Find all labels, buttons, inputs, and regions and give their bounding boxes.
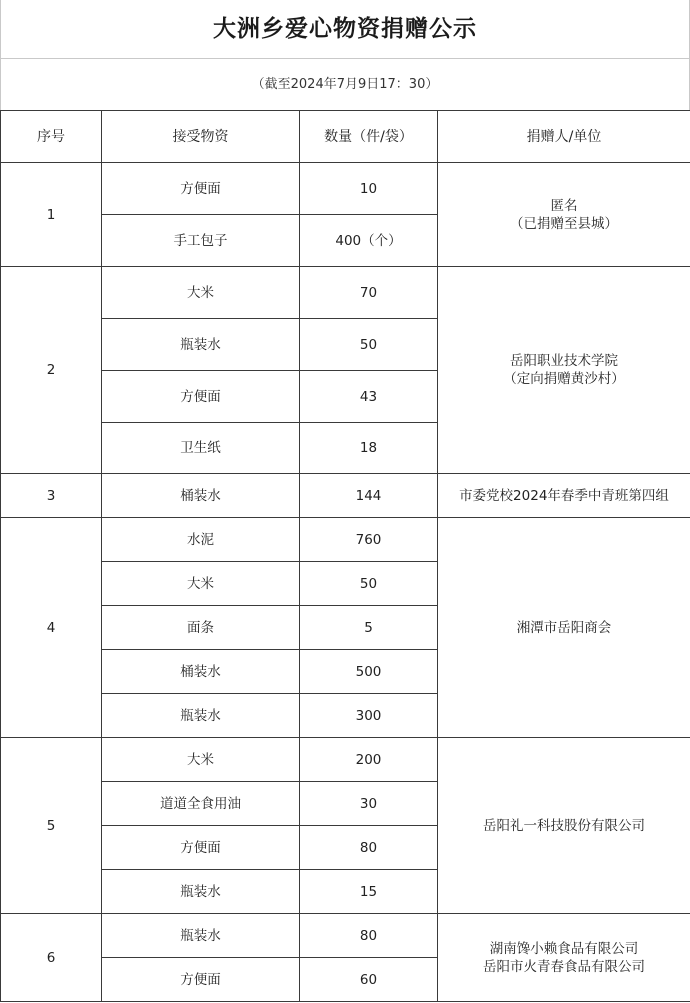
- donor-cell: [438, 518, 690, 738]
- item-name-cell: 面条: [102, 606, 300, 650]
- seq-cell: 5: [1, 738, 102, 914]
- quantity-cell: 400（个）: [300, 215, 438, 267]
- table-row: [1, 267, 690, 319]
- donor-line: 湖南馋小赖食品有限公司: [489, 940, 639, 957]
- quantity-cell: 10: [300, 163, 438, 215]
- item-name-cell: 水泥: [102, 518, 300, 562]
- item-name-cell: 方便面: [102, 371, 300, 423]
- table-row: [1, 474, 690, 518]
- donor-cell: [438, 738, 690, 914]
- header-qty: 数量（件/袋）: [300, 111, 438, 163]
- page-title: 大洲乡爱心物资捐赠公示: [213, 16, 477, 42]
- table-header-row: [1, 111, 690, 163]
- quantity-cell: 200: [300, 738, 438, 782]
- table-row: [1, 163, 690, 215]
- donor-line: （定向捐赠黄沙村）: [503, 371, 625, 387]
- item-name-cell: 瓶装水: [102, 319, 300, 371]
- donor-line: 匿名: [550, 197, 578, 214]
- item-name-cell: 卫生纸: [102, 423, 300, 474]
- item-name-cell: 桶装水: [102, 650, 300, 694]
- donor-line: （已捐赠至县城）: [510, 215, 618, 232]
- item-name-cell: 方便面: [102, 826, 300, 870]
- donor-line: 岳阳市火青春食品有限公司: [483, 958, 645, 975]
- item-name-cell: 桶装水: [102, 474, 300, 518]
- seq-cell: 6: [1, 914, 102, 1002]
- quantity-cell: 760: [300, 518, 438, 562]
- table-body: [1, 163, 690, 1002]
- quantity-cell: 30: [300, 782, 438, 826]
- quantity-cell: 50: [300, 562, 438, 606]
- seq-cell: 3: [1, 474, 102, 518]
- item-name-cell: 方便面: [102, 958, 300, 1002]
- donation-table: [0, 110, 690, 1002]
- item-name-cell: 手工包子: [102, 215, 300, 267]
- quantity-cell: 15: [300, 870, 438, 914]
- quantity-cell: 80: [300, 914, 438, 958]
- table-row: [1, 518, 690, 562]
- donor-cell: [438, 474, 690, 518]
- table-row: [1, 914, 690, 958]
- quantity-cell: 43: [300, 371, 438, 423]
- seq-cell: 2: [1, 267, 102, 474]
- table-row: [1, 738, 690, 782]
- item-name-cell: 大米: [102, 738, 300, 782]
- donor-line: 岳阳职业技术学院: [510, 353, 618, 369]
- quantity-cell: 500: [300, 650, 438, 694]
- donor-line: 岳阳礼一科技股份有限公司: [483, 817, 645, 834]
- donor-line: 湘潭市岳阳商会: [516, 619, 612, 636]
- quantity-cell: 18: [300, 423, 438, 474]
- item-name-cell: 道道全食用油: [102, 782, 300, 826]
- item-name-cell: 大米: [102, 267, 300, 319]
- item-name-cell: 大米: [102, 562, 300, 606]
- item-name-cell: 方便面: [102, 163, 300, 215]
- quantity-cell: 70: [300, 267, 438, 319]
- quantity-cell: 144: [300, 474, 438, 518]
- quantity-cell: 300: [300, 694, 438, 738]
- donor-cell: [438, 914, 690, 1002]
- quantity-cell: 80: [300, 826, 438, 870]
- cutoff-time: （截至2024年7月9日17：30）: [251, 77, 439, 92]
- donor-cell: [438, 163, 690, 267]
- header-donor: 捐赠人/单位: [438, 111, 690, 163]
- seq-cell: 4: [1, 518, 102, 738]
- seq-cell: 1: [1, 163, 102, 267]
- donor-line: 市委党校2024年春季中青班第四组: [459, 487, 669, 504]
- item-name-cell: 瓶装水: [102, 870, 300, 914]
- donor-cell: [438, 267, 690, 474]
- quantity-cell: 50: [300, 319, 438, 371]
- quantity-cell: 60: [300, 958, 438, 1002]
- quantity-cell: 5: [300, 606, 438, 650]
- item-name-cell: 瓶装水: [102, 914, 300, 958]
- header-seq: 序号: [1, 111, 102, 163]
- item-name-cell: 瓶装水: [102, 694, 300, 738]
- header-item: 接受物资: [102, 111, 300, 163]
